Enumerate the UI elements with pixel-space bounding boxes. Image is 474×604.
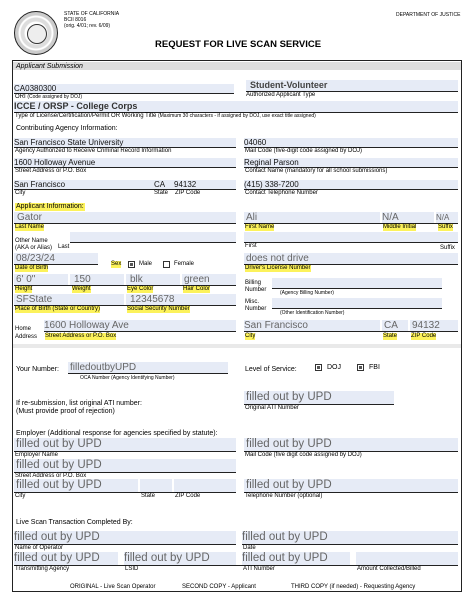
- employer-street-field[interactable]: filled out by UPD: [14, 459, 236, 472]
- agency-zip-label: ZIP Code: [175, 190, 201, 196]
- operator-name-field[interactable]: filled out by UPD: [14, 531, 236, 544]
- ori-label: ORI (Code assigned by DOJ): [15, 94, 83, 100]
- employer-state-label: State: [141, 493, 156, 499]
- agency-state-label: State: [154, 190, 169, 196]
- billing-label: Billing: [245, 280, 262, 286]
- other-suffix-label: Suffix: [440, 245, 455, 251]
- transaction-date-label: Date: [243, 545, 256, 551]
- ati-number-field[interactable]: filled out by UPD: [242, 552, 350, 565]
- home-street-field[interactable]: 1600 Holloway Ave: [44, 320, 236, 331]
- section-divider: [13, 344, 461, 348]
- first-name-field[interactable]: Ali: [244, 212, 380, 223]
- form-title: REQUEST FOR LIVE SCAN SERVICE: [155, 39, 322, 50]
- last-name-field[interactable]: Gator: [14, 212, 236, 223]
- misc-number-field[interactable]: [272, 298, 442, 308]
- agency-city-field[interactable]: San Francisco: [14, 180, 154, 189]
- height-label: Height: [15, 286, 33, 292]
- employer-phone-label: Telephone Number (optional): [245, 493, 323, 499]
- employer-phone-field[interactable]: filled out by UPD: [244, 479, 458, 492]
- department-label: DEPARTMENT OF JUSTICE: [396, 12, 461, 18]
- employer-city-label: City: [15, 493, 26, 499]
- transaction-date-field[interactable]: filled out by UPD: [242, 531, 458, 544]
- fbi-checkbox[interactable]: [357, 364, 364, 371]
- billing-label-2: Number: [245, 287, 267, 293]
- drivers-license-label: Driver's License Number: [245, 265, 311, 271]
- agency-state-field[interactable]: CA: [154, 180, 174, 189]
- home-zip-field[interactable]: 94132: [410, 320, 458, 331]
- eye-color-label: Eye Color: [127, 286, 154, 292]
- amount-collected-field[interactable]: [356, 552, 458, 565]
- dob-label: Date of Birth: [15, 265, 49, 271]
- ori-field[interactable]: CA0380300: [14, 84, 234, 93]
- footer-copy-original: ORIGINAL - Live Scan Operator: [70, 584, 156, 590]
- billing-number-field[interactable]: [272, 278, 442, 288]
- footer-copy-third: THIRD COPY (if needed) - Requesting Agency: [291, 584, 416, 590]
- sex-female-checkbox[interactable]: [163, 261, 170, 268]
- hair-color-label: Hair Color: [183, 286, 211, 292]
- employer-state-field[interactable]: [140, 479, 172, 492]
- contact-name-field[interactable]: Reginal Parson: [244, 158, 458, 167]
- agency-zip-field[interactable]: 94132: [174, 180, 236, 189]
- doj-label: DOJ: [327, 364, 341, 371]
- form-number: BCII 8016: [64, 17, 87, 23]
- place-of-birth-field[interactable]: SFState: [14, 294, 124, 305]
- middle-initial-label: Middle Initial: [383, 224, 417, 230]
- hair-color-field[interactable]: green: [182, 274, 236, 285]
- aka-label: (AKA or Alias): [15, 245, 53, 251]
- transmitting-agency-field[interactable]: filled out by UPD: [14, 552, 118, 565]
- contact-phone-field[interactable]: (415) 338-7200: [244, 180, 458, 189]
- resubmission-note: (Must provide proof of rejection): [16, 408, 115, 415]
- sex-female-label: Female: [174, 261, 195, 267]
- last-name-label: Last Name: [15, 224, 45, 230]
- employer-mail-code-label: Mail Code (five digit code assigned by DOJ): [245, 452, 362, 458]
- oca-label: OCA Number (Agency Identifying Number): [80, 375, 175, 381]
- license-label: Type of License/Certification/Permit OR Working Title (Maximum 30 characters - if assigned by DOJ, use exact title assigned): [15, 113, 316, 119]
- home-city-label: City: [245, 333, 256, 339]
- height-field[interactable]: 6' 0": [14, 274, 68, 285]
- license-field[interactable]: ICCE / ORSP - College Corps: [14, 101, 458, 112]
- agency-street-label: Street Address or P.O. Box: [15, 168, 87, 174]
- applicant-type-field[interactable]: Student-Volunteer: [246, 80, 458, 91]
- other-last-name-field[interactable]: [70, 232, 236, 242]
- contributing-agency-heading: Contributing Agency Information:: [16, 125, 118, 132]
- state-line: STATE OF CALIFORNIA: [64, 11, 120, 17]
- transaction-heading: Live Scan Transaction Completed By:: [16, 519, 133, 526]
- employer-city-field[interactable]: filled out by UPD: [14, 479, 138, 492]
- agency-name-label: Agency Authorized to Receive Criminal Record Information: [15, 148, 172, 154]
- other-name-label: Other Name: [15, 238, 48, 244]
- dob-field[interactable]: 08/23/24: [14, 253, 98, 264]
- employer-zip-field[interactable]: [174, 479, 236, 492]
- applicant-submission-heading: Applicant Submission: [16, 63, 83, 70]
- employer-name-label: Employer Name: [15, 452, 59, 458]
- form-revision: (orig. 4/01; rev. 6/09): [64, 23, 111, 29]
- address-label: Address: [15, 334, 38, 340]
- agency-mail-code-field[interactable]: 04060: [244, 138, 458, 147]
- home-label: Home: [15, 326, 32, 332]
- employer-name-field[interactable]: filled out by UPD: [14, 438, 236, 451]
- resubmission-label: If re-submission, list original ATI number:: [16, 400, 142, 407]
- other-first-name-field[interactable]: [244, 232, 458, 242]
- lsid-label: LSID: [125, 566, 139, 572]
- home-zip-label: ZIP Code: [411, 333, 437, 339]
- sex-label: Sex: [111, 261, 122, 267]
- employer-mail-code-field[interactable]: filled out by UPD: [244, 438, 458, 451]
- agency-name-field[interactable]: San Francisco State University: [14, 138, 236, 147]
- misc-note: (Other Identification Number): [280, 310, 345, 316]
- transmitting-agency-label: Transmitting Agency: [15, 566, 70, 572]
- home-state-field[interactable]: CA: [382, 320, 408, 331]
- weight-field[interactable]: 150: [70, 274, 124, 285]
- middle-initial-field[interactable]: N/A: [382, 212, 434, 223]
- amount-collected-label: Amount Collected/Billed: [357, 566, 421, 572]
- employer-zip-label: ZIP Code: [175, 493, 201, 499]
- ati-number-label: ATI Number: [243, 566, 275, 572]
- original-ati-label: Original ATI Number: [245, 405, 299, 411]
- your-number-field[interactable]: filledoutbyUPD: [68, 362, 228, 373]
- agency-city-label: City: [15, 190, 26, 196]
- applicant-type-label: Authorized Applicant Type: [246, 92, 316, 98]
- weight-label: Weight: [72, 286, 91, 292]
- other-first-label: First: [245, 243, 257, 249]
- agency-street-field[interactable]: 1600 Holloway Avenue: [14, 158, 236, 167]
- doj-checkbox[interactable]: [315, 364, 322, 371]
- operator-name-label: Name of Operator: [15, 545, 64, 551]
- drivers-license-field[interactable]: does not drive: [244, 253, 458, 264]
- ssn-label: Social Security Number: [127, 306, 190, 312]
- home-city-field[interactable]: San Francisco: [244, 320, 380, 331]
- lsid-field[interactable]: filled out by UPD: [124, 552, 236, 565]
- eye-color-field[interactable]: blk: [126, 274, 180, 285]
- state-seal-icon: [14, 11, 58, 55]
- billing-note: (Agency Billing Number): [280, 290, 334, 296]
- home-street-label: Street Address or P.O. Box: [45, 333, 117, 339]
- sex-male-checkbox[interactable]: [128, 261, 135, 268]
- applicant-info-heading: Applicant Information:: [16, 203, 84, 210]
- contact-name-label: Contact Name (mandatory for all school submissions): [245, 168, 388, 174]
- your-number-label: Your Number:: [16, 366, 59, 373]
- suffix-field[interactable]: N/A: [436, 212, 458, 223]
- sex-male-label: Male: [139, 261, 153, 267]
- ssn-field[interactable]: 12345678: [126, 294, 236, 305]
- employer-heading: Employer (Additional response for agencies specified by statute):: [16, 430, 218, 437]
- suffix-label: Suffix: [438, 224, 453, 230]
- agency-mail-code-label: Mail Code (five-digit code assigned by DOJ): [245, 148, 363, 154]
- home-state-label: State: [383, 333, 398, 339]
- employer-street-label: Street Address or P.O. Box: [15, 473, 87, 479]
- original-ati-field[interactable]: filled out by UPD: [244, 391, 394, 404]
- first-name-label: First Name: [245, 224, 275, 230]
- other-last-label: Last: [58, 244, 70, 250]
- place-of-birth-label: Place of Birth (State or Country): [15, 306, 101, 312]
- contact-phone-label: Contact Telephone Number: [245, 190, 318, 196]
- fbi-label: FBI: [369, 364, 380, 371]
- misc-label: Misc.: [245, 299, 259, 305]
- misc-label-2: Number: [245, 306, 267, 312]
- level-of-service-label: Level of Service:: [245, 366, 297, 373]
- footer-copy-second: SECOND COPY - Applicant: [182, 584, 256, 590]
